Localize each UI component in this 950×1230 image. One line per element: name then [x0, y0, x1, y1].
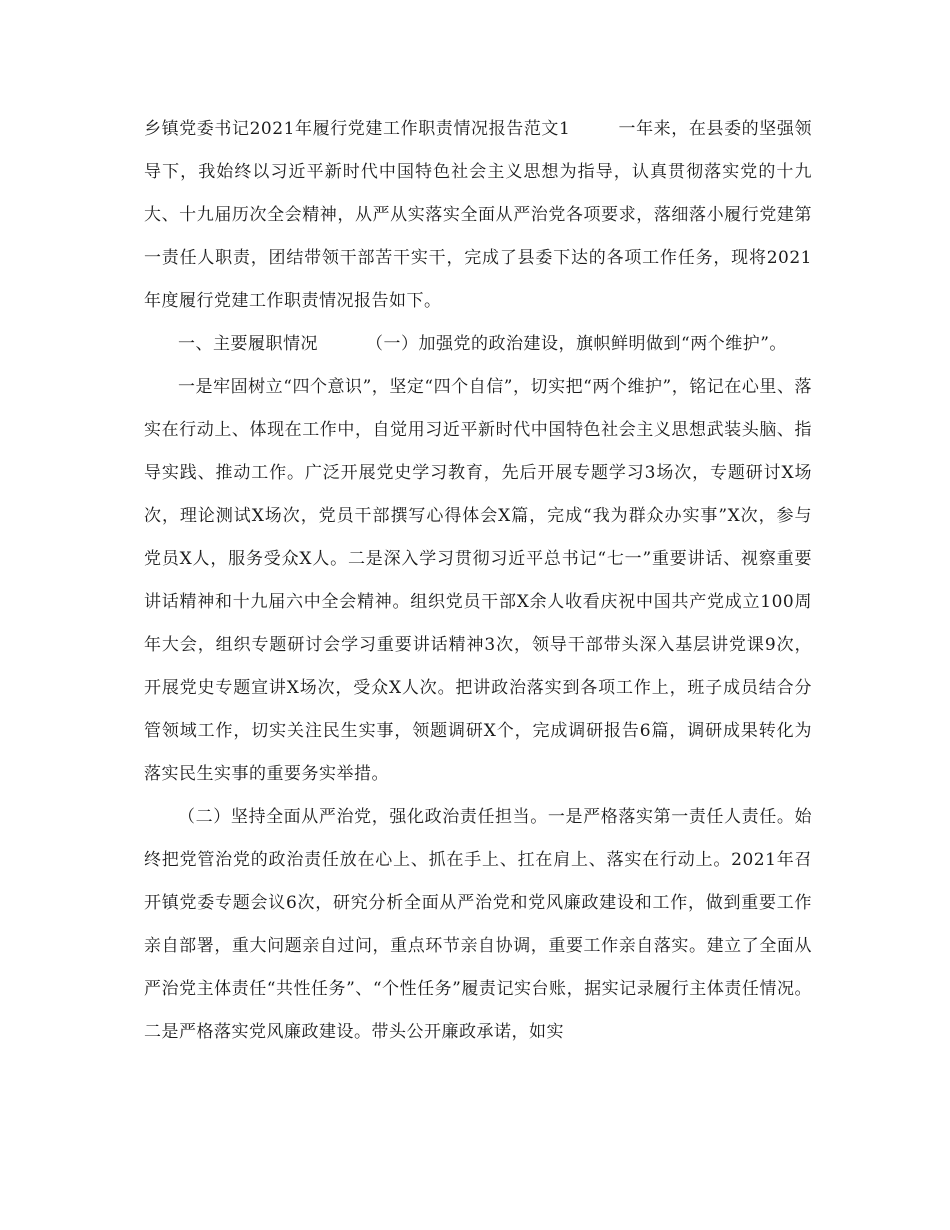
intro-text: 一年来，在县委的坚强领导下，我始终以习近平新时代中国特色社会主义思想为指导，认真贯彻落实党的十九大、十九届历次全会精神，从严从实落实全面从严治党各项要求，落细落小履行党建第一责任人职责，团结带领干部苦干实干，完成了县委下达的各项工作任务，现将2021年度履行党建工作职责情况报告如下。 [144, 119, 812, 311]
section-heading: 一、主要履职情况 [178, 334, 318, 354]
subsection-heading: （一）加强党的政治建设，旗帜鲜明做到“两个维护”。 [366, 334, 787, 354]
body-paragraph-2: （二）坚持全面从严治党，强化政治责任担当。一是严格落实第一责任人责任。始终把党管治党的政治责任放在心上、抓在手上、扛在肩上、落实在行动上。2021年召开镇党委专题会议6次，研究分析全面从严治党和党风廉政建设和工作，做到重要工作亲自部署，重大问题亲自过问，重点环节亲自协调，重要工作亲自落实。建立了全面从严治党主体责任“共性任务”、“个性任务”履责记实台账，据实记录履行主体责任情况。二是严格落实党风廉政建设。带头公开廉政承诺，如实 [144, 807, 812, 1042]
document-body [144, 108, 812, 1054]
opening-paragraph [144, 108, 812, 323]
section-heading-paragraph [144, 323, 812, 366]
document-title: 乡镇党委书记2021年履行党建工作职责情况报告范文1 [144, 119, 571, 139]
body-paragraph-1: 一是牢固树立“四个意识”，坚定“四个自信”，切实把“两个维护”，铭记在心里、落实在行动上、体现在工作中，自觉用习近平新时代中国特色社会主义思想武装头脑、指导实践、推动工作。广泛开展党史学习教育，先后开展专题学习3场次，专题研讨X场次，理论测试X场次，党员干部撰写心得体会X篇，完成“我为群众办实事”X次，参与党员X人，服务受众X人。二是深入学习贯彻习近平总书记“七一”重要讲话、视察重要讲话精神和十九届六中全会精神。组织党员干部X余人收看庆祝中国共产党成立100周年大会，组织专题研讨会学习重要讲话精神3次，领导干部带头深入基层讲党课9次，开展党史专题宣讲X场次，受众X人次。把讲政治落实到各项工作上，班子成员结合分管领域工作，切实关注民生实事，领题调研X个，完成调研报告6篇，调研成果转化为落实民生实事的重要务实举措。 [144, 377, 812, 784]
